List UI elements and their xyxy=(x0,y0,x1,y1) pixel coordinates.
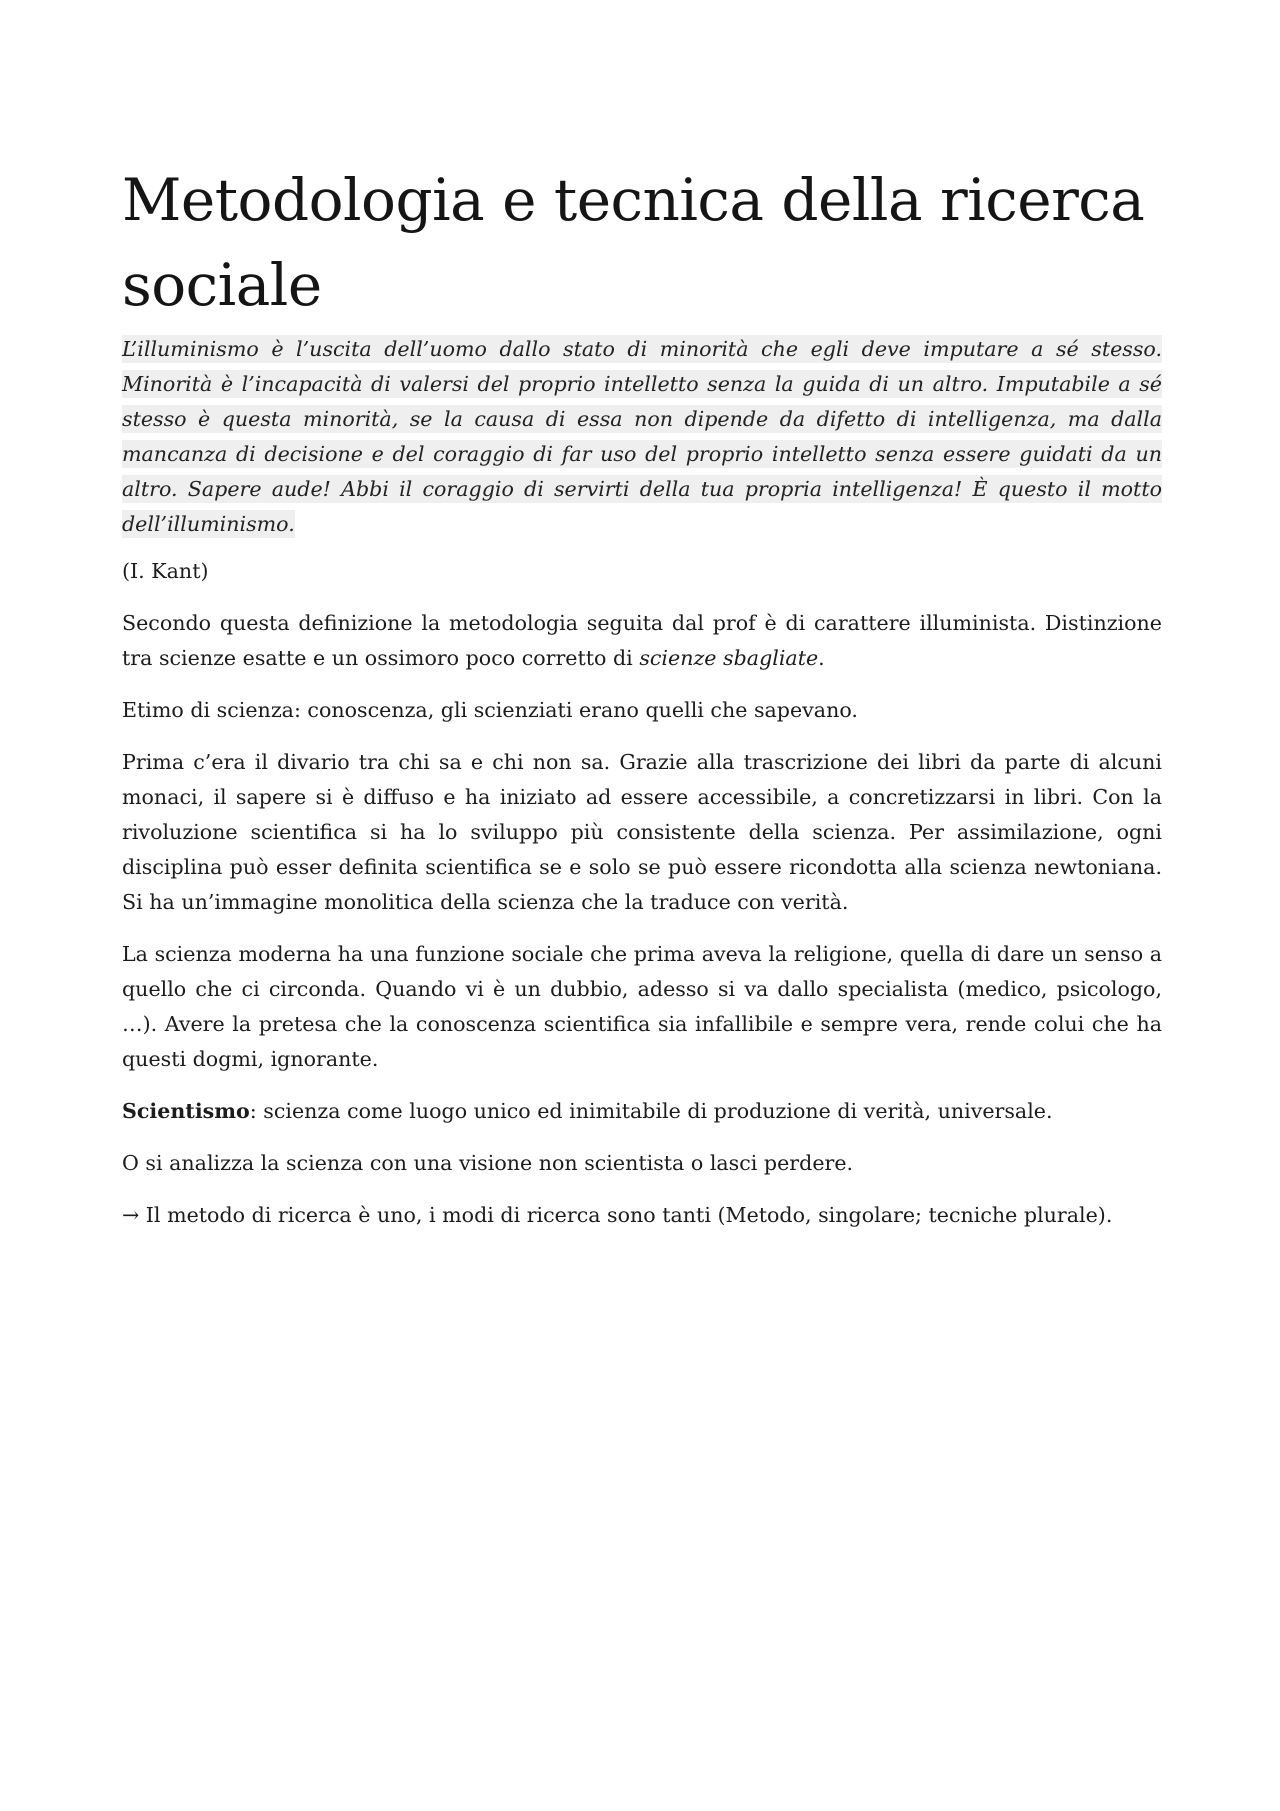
paragraph-etimo: Etimo di scienza: conoscenza, gli scienziati erano quelli che sapevano. xyxy=(122,698,858,722)
quote-text: L’illuminismo è l’uscita dell’uomo dallo stato di minorità che egli deve imputare a sé stesso. Minorità è l’incapacità di valersi del proprio intelletto senza la guida di un altro. Imputabile a sé stesso è questa minorità, se la causa di essa non dipende da difetto di intelligenza, ma dalla mancanza di decisione e del coraggio di far uso del proprio intelletto senza essere guidati da un altro. Sapere aude! Abbi il coraggio di servirti della tua propria intelligenza! È questo il motto dell’illuminismo. xyxy=(122,337,1162,536)
paragraph-definition-text: Secondo questa definizione la metodologia seguita dal prof è di carattere illuminista. Distinzione tra scienze esatte e un ossimoro poco corretto di xyxy=(122,611,1162,670)
paragraph-method: → Il metodo di ricerca è uno, i modi di ricerca sono tanti (Metodo, singolare; tecniche plurale). xyxy=(122,1203,1113,1227)
paragraph-definition xyxy=(122,606,1162,676)
document-page xyxy=(122,158,1162,1250)
paragraph-scientismo xyxy=(122,1094,1162,1129)
scientismo-definition: : scienza come luogo unico ed inimitabile di produzione di verità, universale. xyxy=(249,1099,1053,1123)
emphasis-scienze-sbagliate: scienze sbagliate xyxy=(639,646,819,670)
paragraph-analysis: O si analizza la scienza con una visione non scientista o lasci perdere. xyxy=(122,1151,854,1175)
paragraph-history: Prima c’era il divario tra chi sa e chi non sa. Grazie alla trascrizione dei libri da parte di alcuni monaci, il sapere si è diffuso e ha iniziato ad essere accessibile, a concretizzarsi in libri. Con la rivoluzione scientifica si ha lo sviluppo più consistente della scienza. Per assimilazione, ogni disciplina può esser definita scientifica se e solo se può essere ricondotta alla scienza newtoniana. Si ha un’immagine monolitica della scienza che la traduce con verità. xyxy=(122,750,1162,914)
term-scientismo: Scientismo xyxy=(122,1099,250,1123)
kant-quote xyxy=(122,332,1162,542)
paragraph-definition-end: . xyxy=(818,646,825,670)
document-title: Metodologia e tecnica della ricerca sociale xyxy=(122,166,1145,319)
quote-attribution: (I. Kant) xyxy=(122,559,209,583)
paragraph-modern-science: La scienza moderna ha una funzione sociale che prima aveva la religione, quella di dare un senso a quello che ci circonda. Quando vi è un dubbio, adesso si va dallo specialista (medico, psicologo, …). Avere la pretesa che la conoscenza scientifica sia infallibile e sempre vera, rende colui che ha questi dogmi, ignorante. xyxy=(122,942,1162,1071)
